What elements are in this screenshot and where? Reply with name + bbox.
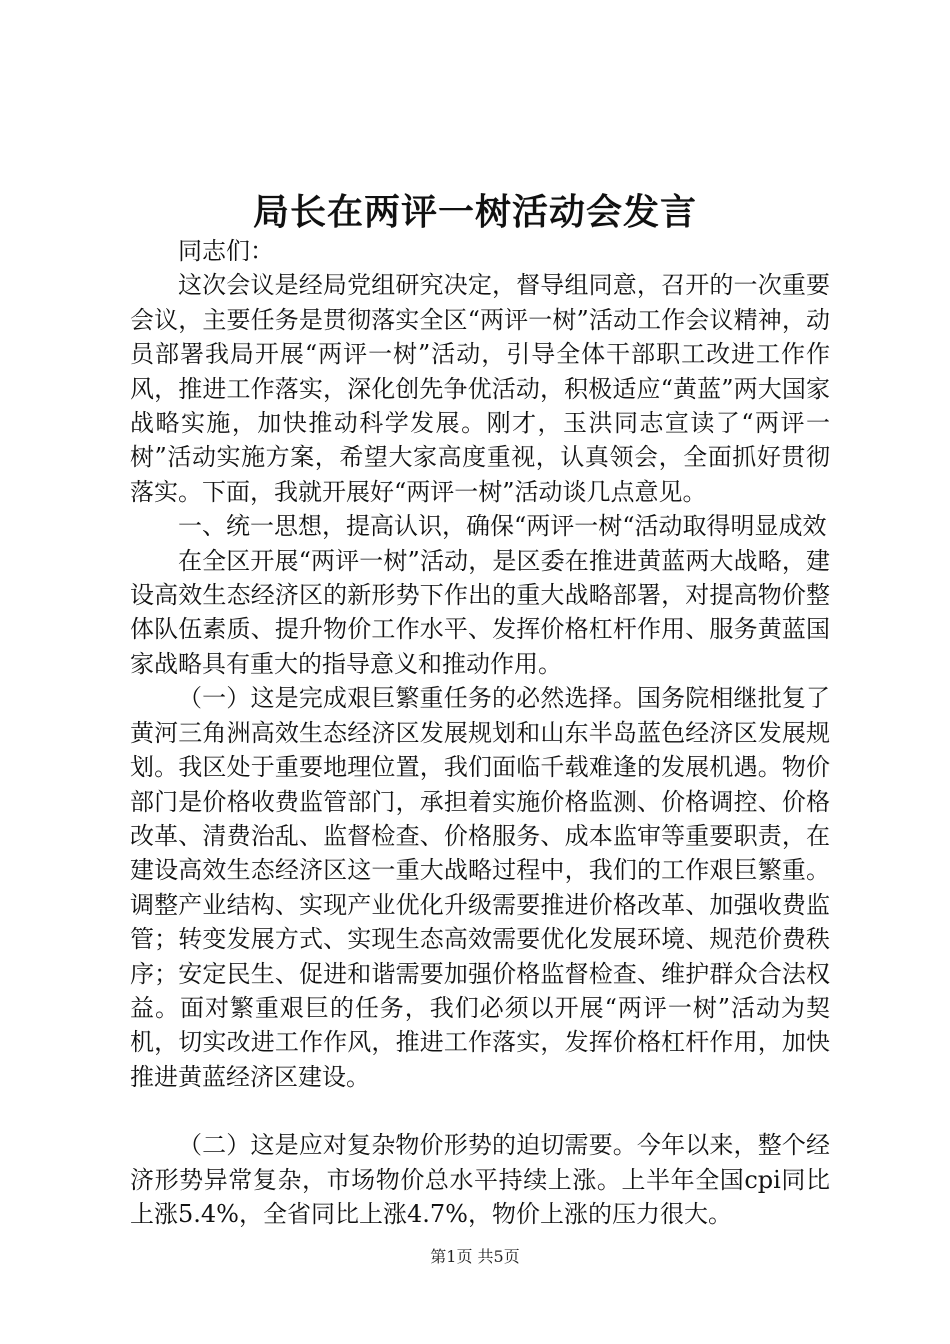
body-paragraph: （二）这是应对复杂物价形势的迫切需要。今年以来，整个经济形势异常复杂，市场物价总水平持续上涨。上半年全国cpi同比上涨5.4%，全省同比上涨4.7%，物价上涨的压力很大。 bbox=[130, 1131, 830, 1228]
page-number: 第1页 共5页 bbox=[430, 1247, 520, 1266]
body-paragraph: （一）这是完成艰巨繁重任务的必然选择。国务院相继批复了黄河三角洲高效生态经济区发展规划和山东半岛蓝色经济区发展规划。我区处于重要地理位置，我们面临千载难逢的发展机遇。物价部门是价格收费监管部门，承担着实施价格监测、价格调控、价格改革、清费治乱、监督检查、价格服务、成本监审等重要职责，在建设高效生态经济区这一重大战略过程中，我们的工作艰巨繁重。调整产业结构、实现产业优化升级需要推进价格改革、加强收费监管；转变发展方式、实现生态高效需要优化发展环境、规范价费秩序；安定民生、促进和谐需要加强价格监督检查、维护群众合法权益。面对繁重艰巨的任务，我们必须以开展“两评一树”活动为契机，切实改进工作作风，推进工作落实，发挥价格杠杆作用，加快推进黄蓝经济区建设。 bbox=[130, 684, 830, 1091]
body-paragraph: 在全区开展“两评一树”活动，是区委在推进黄蓝两大战略，建设高效生态经济区的新形势下作出的重大战略部署，对提高物价整体队伍素质、提升物价工作水平、发挥价格杠杆作用、服务黄蓝国家战略具有重大的指导意义和推动作用。 bbox=[130, 546, 830, 678]
document-title: 局长在两评一树活动会发言 bbox=[252, 191, 697, 233]
intro-paragraph: 这次会议是经局党组研究决定，督导组同意，召开的一次重要会议，主要任务是贯彻落实全区“两评一树”活动工作会议精神，动员部署我局开展“两评一树”活动，引导全体干部职工改进工作作风，推进工作落实，深化创先争优活动，积极适应“黄蓝”两大国家战略实施，加快推动科学发展。刚才，玉洪同志宣读了“两评一树”活动实施方案，希望大家高度重视，认真领会，全面抓好贯彻落实。下面，我就开展好“两评一树”活动谈几点意见。 bbox=[130, 271, 830, 506]
section-heading: 一、统一思想，提高认识，确保“两评一树“活动取得明显成效 bbox=[178, 512, 827, 541]
document-body bbox=[130, 234, 830, 1231]
salutation-paragraph: 同志们： bbox=[178, 237, 274, 265]
